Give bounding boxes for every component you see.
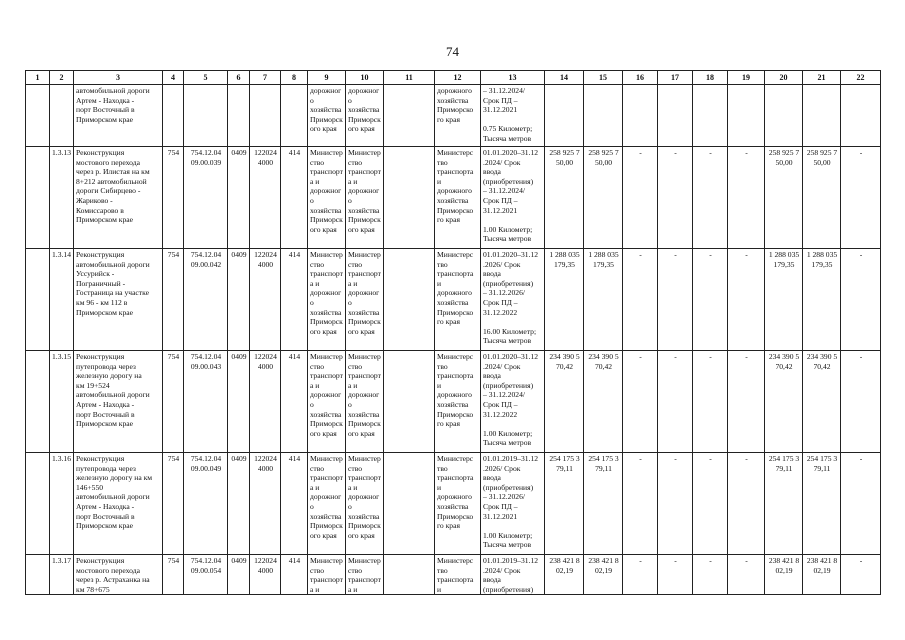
table-cell: [26, 85, 50, 147]
table-cell: -: [623, 351, 658, 453]
table-cell: 1 288 035 179,35: [545, 249, 584, 351]
table-cell: Реконструкция путепровода через железную дорогу на км 19+524 автомобильной дороги Артем - Находка - порт Восточный в Приморском крае: [74, 351, 163, 453]
table-cell: Министерс тво транспорта и дорожного хозяйства Приморско го края: [435, 249, 481, 351]
table-cell: Реконструкция мостового перехода через р. Астраханка на км 78+675: [74, 555, 163, 595]
budget-table: [25, 70, 881, 595]
table-cell: 234 390 5 70,42: [545, 351, 584, 453]
table-cell: дорожног о хозяйства Приморск ого края: [346, 85, 384, 147]
table-cell: 754.12.04 09.00.043: [184, 351, 228, 453]
table-cell: -: [623, 147, 658, 249]
table-cell: 258 925 7 50,00: [545, 147, 584, 249]
table-cell: -: [658, 555, 693, 595]
table-cell: -: [693, 147, 728, 249]
table-cell: Министер ство транспорт а и: [346, 555, 384, 595]
table-cell: Министерс тво транспорта и: [435, 555, 481, 595]
column-header: 7: [250, 71, 281, 85]
table-cell: -: [623, 453, 658, 555]
table-cell: -: [841, 351, 881, 453]
column-header: 5: [184, 71, 228, 85]
column-header: 10: [346, 71, 384, 85]
table-cell: [163, 85, 184, 147]
table-cell: -: [693, 453, 728, 555]
table-cell: 1 288 035 179,35: [803, 249, 841, 351]
table-cell: 754: [163, 249, 184, 351]
table-cell: [384, 85, 435, 147]
table-cell: 1.3.16: [50, 453, 74, 555]
table-row: [26, 453, 881, 555]
table-cell: 01.01.2020–31.12 .2026/ Срок ввода (приобретения) – 31.12.2026/ Срок ПД – 31.12.2022 16.00 Километр; Тысяча метров: [481, 249, 545, 351]
table-row: [26, 249, 881, 351]
table-cell: 254 175 3 79,11: [803, 453, 841, 555]
table-cell: 1.3.17: [50, 555, 74, 595]
table-cell: [384, 351, 435, 453]
table-cell: [50, 85, 74, 147]
table-cell: 754.12.04 09.00.042: [184, 249, 228, 351]
table-cell: Министерс тво транспорта и дорожного хозяйства Приморско го края: [435, 147, 481, 249]
table-cell: автомобильной дороги Артем - Находка - порт Восточный в Приморском крае: [74, 85, 163, 147]
table-cell: 0409: [228, 249, 250, 351]
table-cell: 122024 4000: [250, 453, 281, 555]
column-header: 22: [841, 71, 881, 85]
table-cell: -: [728, 147, 765, 249]
table-cell: 238 421 8 02,19: [545, 555, 584, 595]
column-header: 9: [308, 71, 346, 85]
table-cell: [250, 85, 281, 147]
column-header: 1: [26, 71, 50, 85]
table-cell: 01.01.2019–31.12 .2024/ Срок ввода (приобретения): [481, 555, 545, 595]
column-header: 18: [693, 71, 728, 85]
table-row: [26, 147, 881, 249]
table-cell: 122024 4000: [250, 351, 281, 453]
table-cell: [841, 85, 881, 147]
table-cell: 01.01.2019–31.12 .2026/ Срок ввода (приобретения) – 31.12.2026/ Срок ПД – 31.12.2021 1.00 Километр; Тысяча метров: [481, 453, 545, 555]
table-cell: 234 390 5 70,42: [584, 351, 623, 453]
table-cell: 238 421 8 02,19: [803, 555, 841, 595]
table-cell: 0409: [228, 351, 250, 453]
table-cell: [658, 85, 693, 147]
header-row: [26, 71, 881, 85]
table-cell: -: [658, 351, 693, 453]
table-cell: -: [658, 453, 693, 555]
table-cell: [228, 85, 250, 147]
table-cell: -: [728, 453, 765, 555]
table-cell: 414: [281, 351, 308, 453]
table-cell: Министер ство транспорт а и дорожног о хозяйства Приморск ого края: [346, 249, 384, 351]
page-number: 74: [446, 44, 459, 59]
table-cell: Реконструкция автомобильной дороги Уссурийск - Пограничный - Гостраница на участке км 96 - км 112 в Приморском крае: [74, 249, 163, 351]
column-header: 19: [728, 71, 765, 85]
table-cell: 754.12.04 09.00.049: [184, 453, 228, 555]
table-cell: -: [658, 249, 693, 351]
table-cell: Министер ство транспорт а и дорожног о хозяйства Приморск ого края: [308, 249, 346, 351]
table-cell: [384, 555, 435, 595]
table-cell: -: [623, 555, 658, 595]
column-header: 15: [584, 71, 623, 85]
table-cell: [26, 249, 50, 351]
table-cell: [184, 85, 228, 147]
table-cell: Реконструкция путепровода через железную дорогу на км 146+550 автомобильной дороги Артем - Находка - порт Восточный в Приморском крае: [74, 453, 163, 555]
table-cell: 01.01.2020–31.12 .2024/ Срок ввода (приобретения) – 31.12.2024/ Срок ПД – 31.12.2022 1.00 Километр; Тысяча метров: [481, 351, 545, 453]
table-cell: -: [841, 249, 881, 351]
table-cell: 414: [281, 249, 308, 351]
table-cell: 234 390 5 70,42: [803, 351, 841, 453]
table-cell: 254 175 3 79,11: [545, 453, 584, 555]
table-cell: [384, 147, 435, 249]
table-cell: 258 925 7 50,00: [803, 147, 841, 249]
table-cell: -: [728, 351, 765, 453]
table-cell: [384, 249, 435, 351]
table-cell: 754: [163, 351, 184, 453]
column-header: 20: [765, 71, 803, 85]
table-cell: 1.3.14: [50, 249, 74, 351]
table-cell: 1.3.15: [50, 351, 74, 453]
table-cell: 754: [163, 555, 184, 595]
table-cell: 122024 4000: [250, 147, 281, 249]
table-cell: 258 925 7 50,00: [765, 147, 803, 249]
table-cell: -: [841, 147, 881, 249]
table-cell: -: [658, 147, 693, 249]
table-cell: Министер ство транспорт а и дорожног о хозяйства Приморск ого края: [308, 351, 346, 453]
table-cell: [545, 85, 584, 147]
table-cell: дорожног о хозяйства Приморск ого края: [308, 85, 346, 147]
table-cell: Министер ство транспорт а и дорожног о хозяйства Приморск ого края: [346, 351, 384, 453]
table-cell: -: [728, 555, 765, 595]
table-cell: 754.12.04 09.00.054: [184, 555, 228, 595]
table-cell: 754.12.04 09.00.039: [184, 147, 228, 249]
column-header: 12: [435, 71, 481, 85]
table-cell: [384, 453, 435, 555]
table-cell: 122024 4000: [250, 249, 281, 351]
table-cell: [26, 453, 50, 555]
table-cell: 238 421 8 02,19: [584, 555, 623, 595]
table-cell: 754: [163, 453, 184, 555]
table-cell: [623, 85, 658, 147]
table-cell: 0409: [228, 453, 250, 555]
table-cell: 754: [163, 147, 184, 249]
table-cell: 122024 4000: [250, 555, 281, 595]
table-cell: [26, 555, 50, 595]
table-cell: 01.01.2020–31.12 .2024/ Срок ввода (приобретения) – 31.12.2024/ Срок ПД – 31.12.2021 1.00 Километр; Тысяча метров: [481, 147, 545, 249]
table-cell: Министер ство транспорт а и дорожног о хозяйства Приморск ого края: [346, 147, 384, 249]
column-header: 2: [50, 71, 74, 85]
table-cell: Министерс тво транспорта и дорожного хозяйства Приморско го края: [435, 453, 481, 555]
column-header: 4: [163, 71, 184, 85]
table-cell: -: [693, 555, 728, 595]
table-cell: 414: [281, 147, 308, 249]
table-cell: 0409: [228, 147, 250, 249]
table-cell: [803, 85, 841, 147]
column-header: 13: [481, 71, 545, 85]
table-cell: 1.3.13: [50, 147, 74, 249]
table-cell: – 31.12.2024/ Срок ПД – 31.12.2021 0.75 Километр; Тысяча метров: [481, 85, 545, 147]
table-cell: Министер ство транспорт а и дорожног о хозяйства Приморск ого края: [346, 453, 384, 555]
table-cell: [26, 147, 50, 249]
column-header: 14: [545, 71, 584, 85]
table-cell: -: [728, 249, 765, 351]
table-cell: [693, 85, 728, 147]
table-cell: -: [841, 555, 881, 595]
table-cell: [728, 85, 765, 147]
table-cell: -: [693, 351, 728, 453]
table-cell: 254 175 3 79,11: [765, 453, 803, 555]
table-cell: Министер ство транспорт а и дорожног о хозяйства Приморск ого края: [308, 147, 346, 249]
table-cell: Министерс тво транспорта и дорожного хозяйства Приморско го края: [435, 351, 481, 453]
table-cell: [281, 85, 308, 147]
table-cell: [765, 85, 803, 147]
table-row: [26, 85, 881, 147]
table-cell: 238 421 8 02,19: [765, 555, 803, 595]
table-cell: дорожного хозяйства Приморско го края: [435, 85, 481, 147]
column-header: 8: [281, 71, 308, 85]
column-header: 17: [658, 71, 693, 85]
table-cell: -: [841, 453, 881, 555]
table-cell: 414: [281, 555, 308, 595]
column-header: 21: [803, 71, 841, 85]
table-cell: Министер ство транспорт а и: [308, 555, 346, 595]
table-cell: -: [623, 249, 658, 351]
table-cell: -: [693, 249, 728, 351]
table-row: [26, 555, 881, 595]
table-cell: Министер ство транспорт а и дорожног о хозяйства Приморск ого края: [308, 453, 346, 555]
table-cell: 414: [281, 453, 308, 555]
table-cell: 258 925 7 50,00: [584, 147, 623, 249]
column-header: 11: [384, 71, 435, 85]
table-cell: [26, 351, 50, 453]
column-header: 16: [623, 71, 658, 85]
table-cell: 1 288 035 179,35: [765, 249, 803, 351]
table-cell: 234 390 5 70,42: [765, 351, 803, 453]
table-cell: [584, 85, 623, 147]
table-cell: 0409: [228, 555, 250, 595]
table-cell: 254 175 3 79,11: [584, 453, 623, 555]
table-cell: Реконструкция мостового перехода через р. Илистая на км 8+212 автомобильной дороги Сибирцево - Жариково - Комиссарово в Приморском крае: [74, 147, 163, 249]
column-header: 3: [74, 71, 163, 85]
table-cell: 1 288 035 179,35: [584, 249, 623, 351]
table-row: [26, 351, 881, 453]
column-header: 6: [228, 71, 250, 85]
